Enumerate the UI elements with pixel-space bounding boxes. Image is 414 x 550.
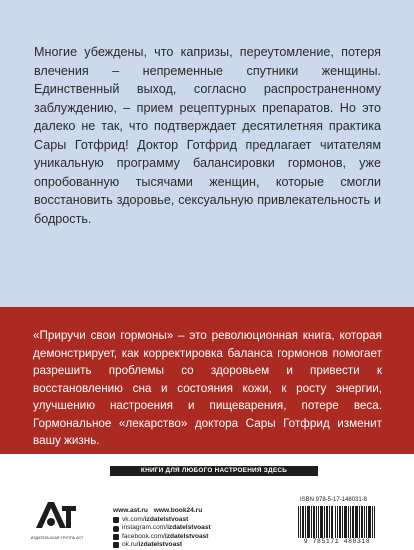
publisher-caption: ИЗДАТЕЛЬСКАЯ ГРУППА АСТ	[30, 536, 84, 540]
publisher-links	[113, 506, 211, 550]
ast-logo-icon	[32, 498, 78, 532]
social-facebook[interactable]: facebook.com/izdatelstvoast	[113, 533, 211, 541]
isbn-label: ISBN 978-5-17-148031-8	[300, 497, 368, 503]
instagram-icon	[113, 526, 119, 532]
link-book24[interactable]: www.book24.ru	[153, 507, 203, 514]
vk-icon	[113, 517, 119, 523]
highlight-panel	[0, 307, 414, 454]
highlight-text: «Приручи свои гормоны» – это революционная книга, которая демонстрирует, как корректировка баланса гормонов помогает разрешить проблемы со здоровьем и привести к восстановлению сна и состояния кожи, к росту энергии, улучшению настроения и пищеварения, потере веса. Гормональное «лекарство» доктора Сары Готфрид изменит вашу жизнь.	[33, 329, 382, 447]
ok-icon	[113, 542, 119, 548]
social-vk[interactable]: vk.com/izdatelstvoast	[113, 516, 211, 524]
social-ok[interactable]: ok.ru/izdatelstvoast	[113, 541, 211, 549]
publisher-logo	[30, 498, 84, 542]
footer	[0, 454, 414, 550]
website-links	[113, 506, 211, 516]
link-ast[interactable]: www.ast.ru	[113, 507, 148, 514]
facebook-icon	[113, 534, 119, 540]
barcode-digits: 9 785171 480318	[292, 538, 382, 545]
cover-description: Многие убеждены, что капризы, переутомление, потеря влечения – непременные спутники женщины. Единственный выход, согласно распространенному заблуждению, – прием рецептурных препаратов. Но это далеко не так, что подтверждает десятилетняя практика Сары Готфрид! Доктор Готфрид предлагает читателям уникальную программу балансировки гормонов, уже опробованную тысячами женщин, которые смогли восстановить здоровье, сексуальную привлекательность и бодрость.	[34, 45, 381, 226]
tagline-bar: КНИГИ ДЛЯ ЛЮБОГО НАСТРОЕНИЯ ЗДЕСЬ	[110, 466, 318, 476]
social-instagram[interactable]: instagram.com/izdatelstvoast	[113, 524, 211, 532]
